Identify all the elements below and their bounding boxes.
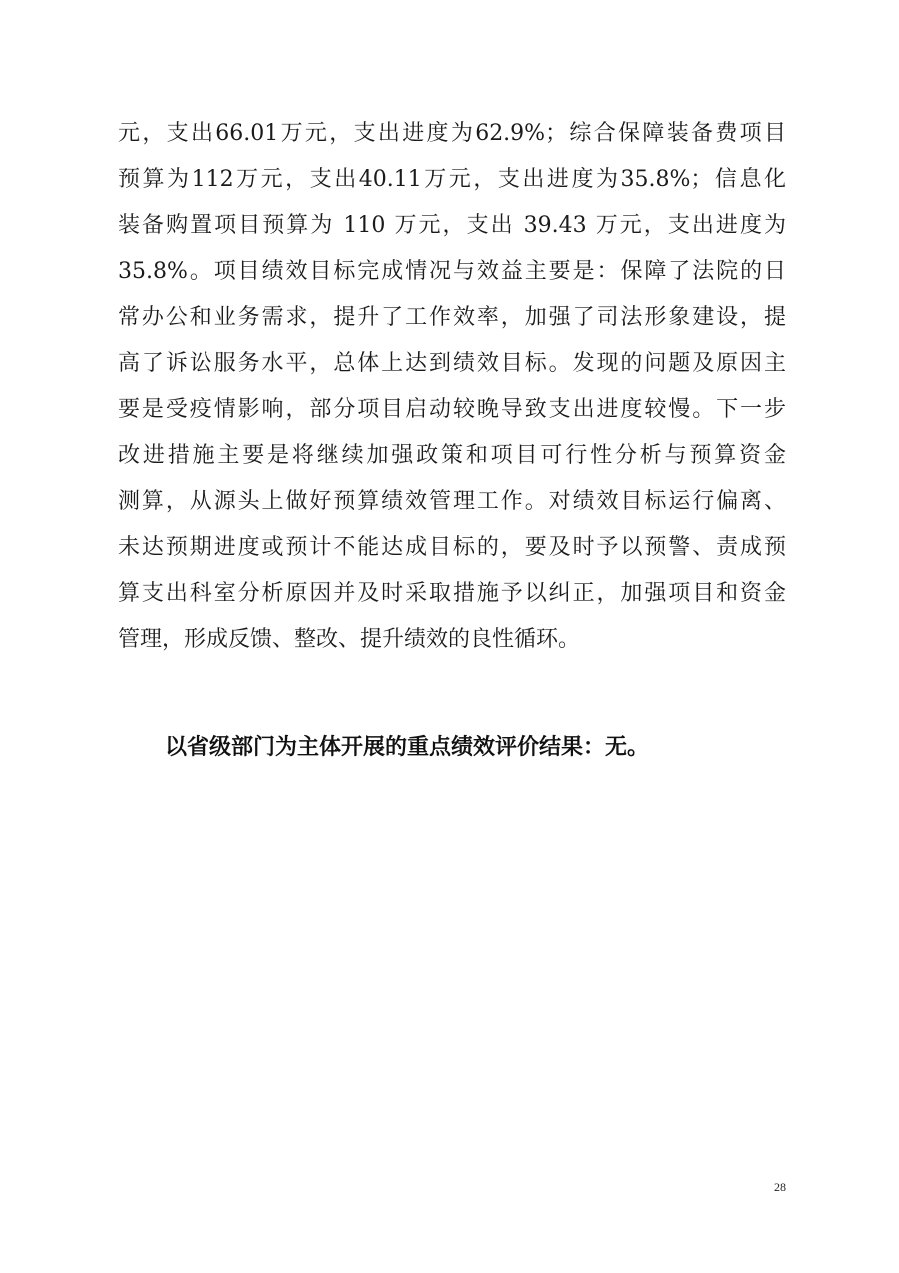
- paragraph-line: 改进措施主要是将继续加强政策和项目可行性分析与预算资金: [118, 443, 786, 468]
- paragraph-line: 算支出科室分析原因并及时采取措施予以纠正，加强项目和资金: [118, 581, 786, 606]
- paragraph-line: 未达预期进度或预计不能达成目标的，要及时予以预警、责成预: [118, 535, 786, 560]
- paragraph-line: 预算为112万元，支出40.11万元，支出进度为35.8%；信息化: [118, 167, 786, 192]
- paragraph-line: 高了诉讼服务水平，总体上达到绩效目标。发现的问题及原因主: [118, 351, 786, 376]
- body-paragraph: [118, 111, 786, 663]
- paragraph-line: 装备购置项目预算为 110 万元，支出 39.43 万元，支出进度为: [118, 213, 786, 238]
- paragraph-line: 要是受疫情影响，部分项目启动较晚导致支出进度较慢。下一步: [118, 397, 786, 422]
- paragraph-line: 测算，从源头上做好预算绩效管理工作。对绩效目标运行偏离、: [118, 489, 786, 514]
- paragraph-line: 35.8%。项目绩效目标完成情况与效益主要是：保障了法院的日: [118, 259, 786, 284]
- section-heading: 以省级部门为主体开展的重点绩效评价结果：无。: [165, 735, 650, 760]
- paragraph-line: 管理，形成反馈、整改、提升绩效的良性循环。: [118, 627, 581, 652]
- paragraph-line: 元，支出66.01万元，支出进度为62.9%；综合保障装备费项目: [118, 121, 786, 146]
- paragraph-line: 常办公和业务需求，提升了工作效率，加强了司法形象建设，提: [118, 305, 786, 330]
- page-number: 28: [774, 1180, 786, 1194]
